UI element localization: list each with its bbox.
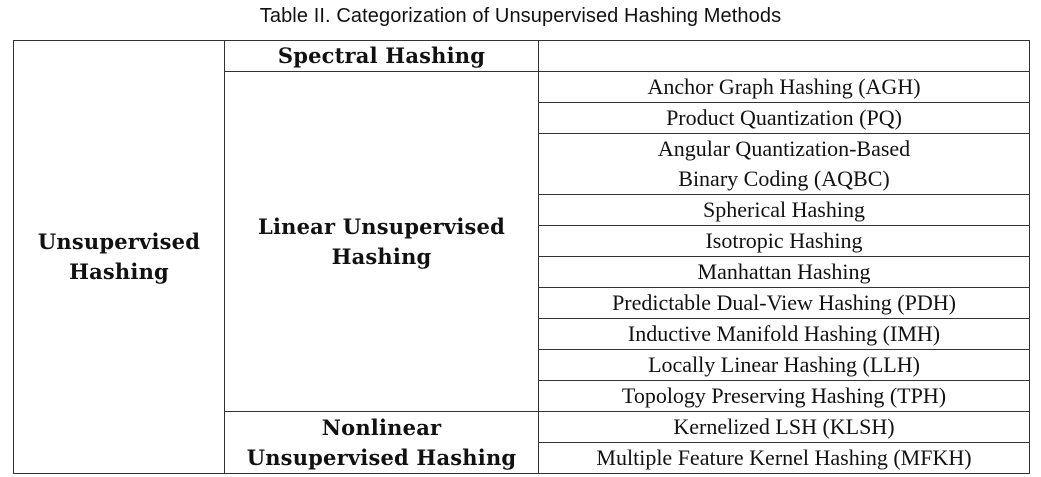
top-category-cell [14, 41, 225, 474]
method-cell-imh: Inductive Manifold Hashing (IMH) [539, 319, 1030, 350]
aqbc-line2: Binary Coding (AQBC) [678, 166, 890, 191]
method-cell-llh: Locally Linear Hashing (LLH) [539, 350, 1030, 381]
method-cell-pq: Product Quantization (PQ) [539, 103, 1030, 134]
aqbc-line1: Angular Quantization-Based [657, 136, 911, 161]
method-cell-klsh: Kernelized LSH (KLSH) [539, 412, 1030, 443]
method-cell-manhattan: Manhattan Hashing [539, 257, 1030, 288]
spectral-hashing-cell: Spectral Hashing [225, 41, 539, 72]
spectral-methods-cell [539, 41, 1030, 72]
method-cell-aqbc [539, 134, 1030, 195]
nonlinear-unsupervised-cell [225, 412, 539, 474]
method-cell-pdh: Predictable Dual-View Hashing (PDH) [539, 288, 1030, 319]
method-cell-isotropic: Isotropic Hashing [539, 226, 1030, 257]
top-category-line1: Unsupervised [37, 229, 201, 254]
categorization-table [13, 40, 1030, 474]
table-row [14, 41, 1030, 72]
top-category-line2: Hashing [69, 259, 169, 284]
method-cell-tph: Topology Preserving Hashing (TPH) [539, 381, 1030, 412]
linear-line1: Linear Unsupervised [258, 213, 505, 239]
method-cell-mfkh: Multiple Feature Kernel Hashing (MFKH) [539, 443, 1030, 474]
linear-unsupervised-cell [225, 72, 539, 412]
linear-line2: Hashing [331, 243, 432, 269]
nonlinear-line1: Nonlinear [321, 414, 442, 440]
method-cell-agh: Anchor Graph Hashing (AGH) [539, 72, 1030, 103]
method-cell-spherical: Spherical Hashing [539, 195, 1030, 226]
table-caption: Table II. Categorization of Unsupervised Hashing Methods [259, 5, 782, 27]
nonlinear-line2: Unsupervised Hashing [246, 444, 517, 470]
